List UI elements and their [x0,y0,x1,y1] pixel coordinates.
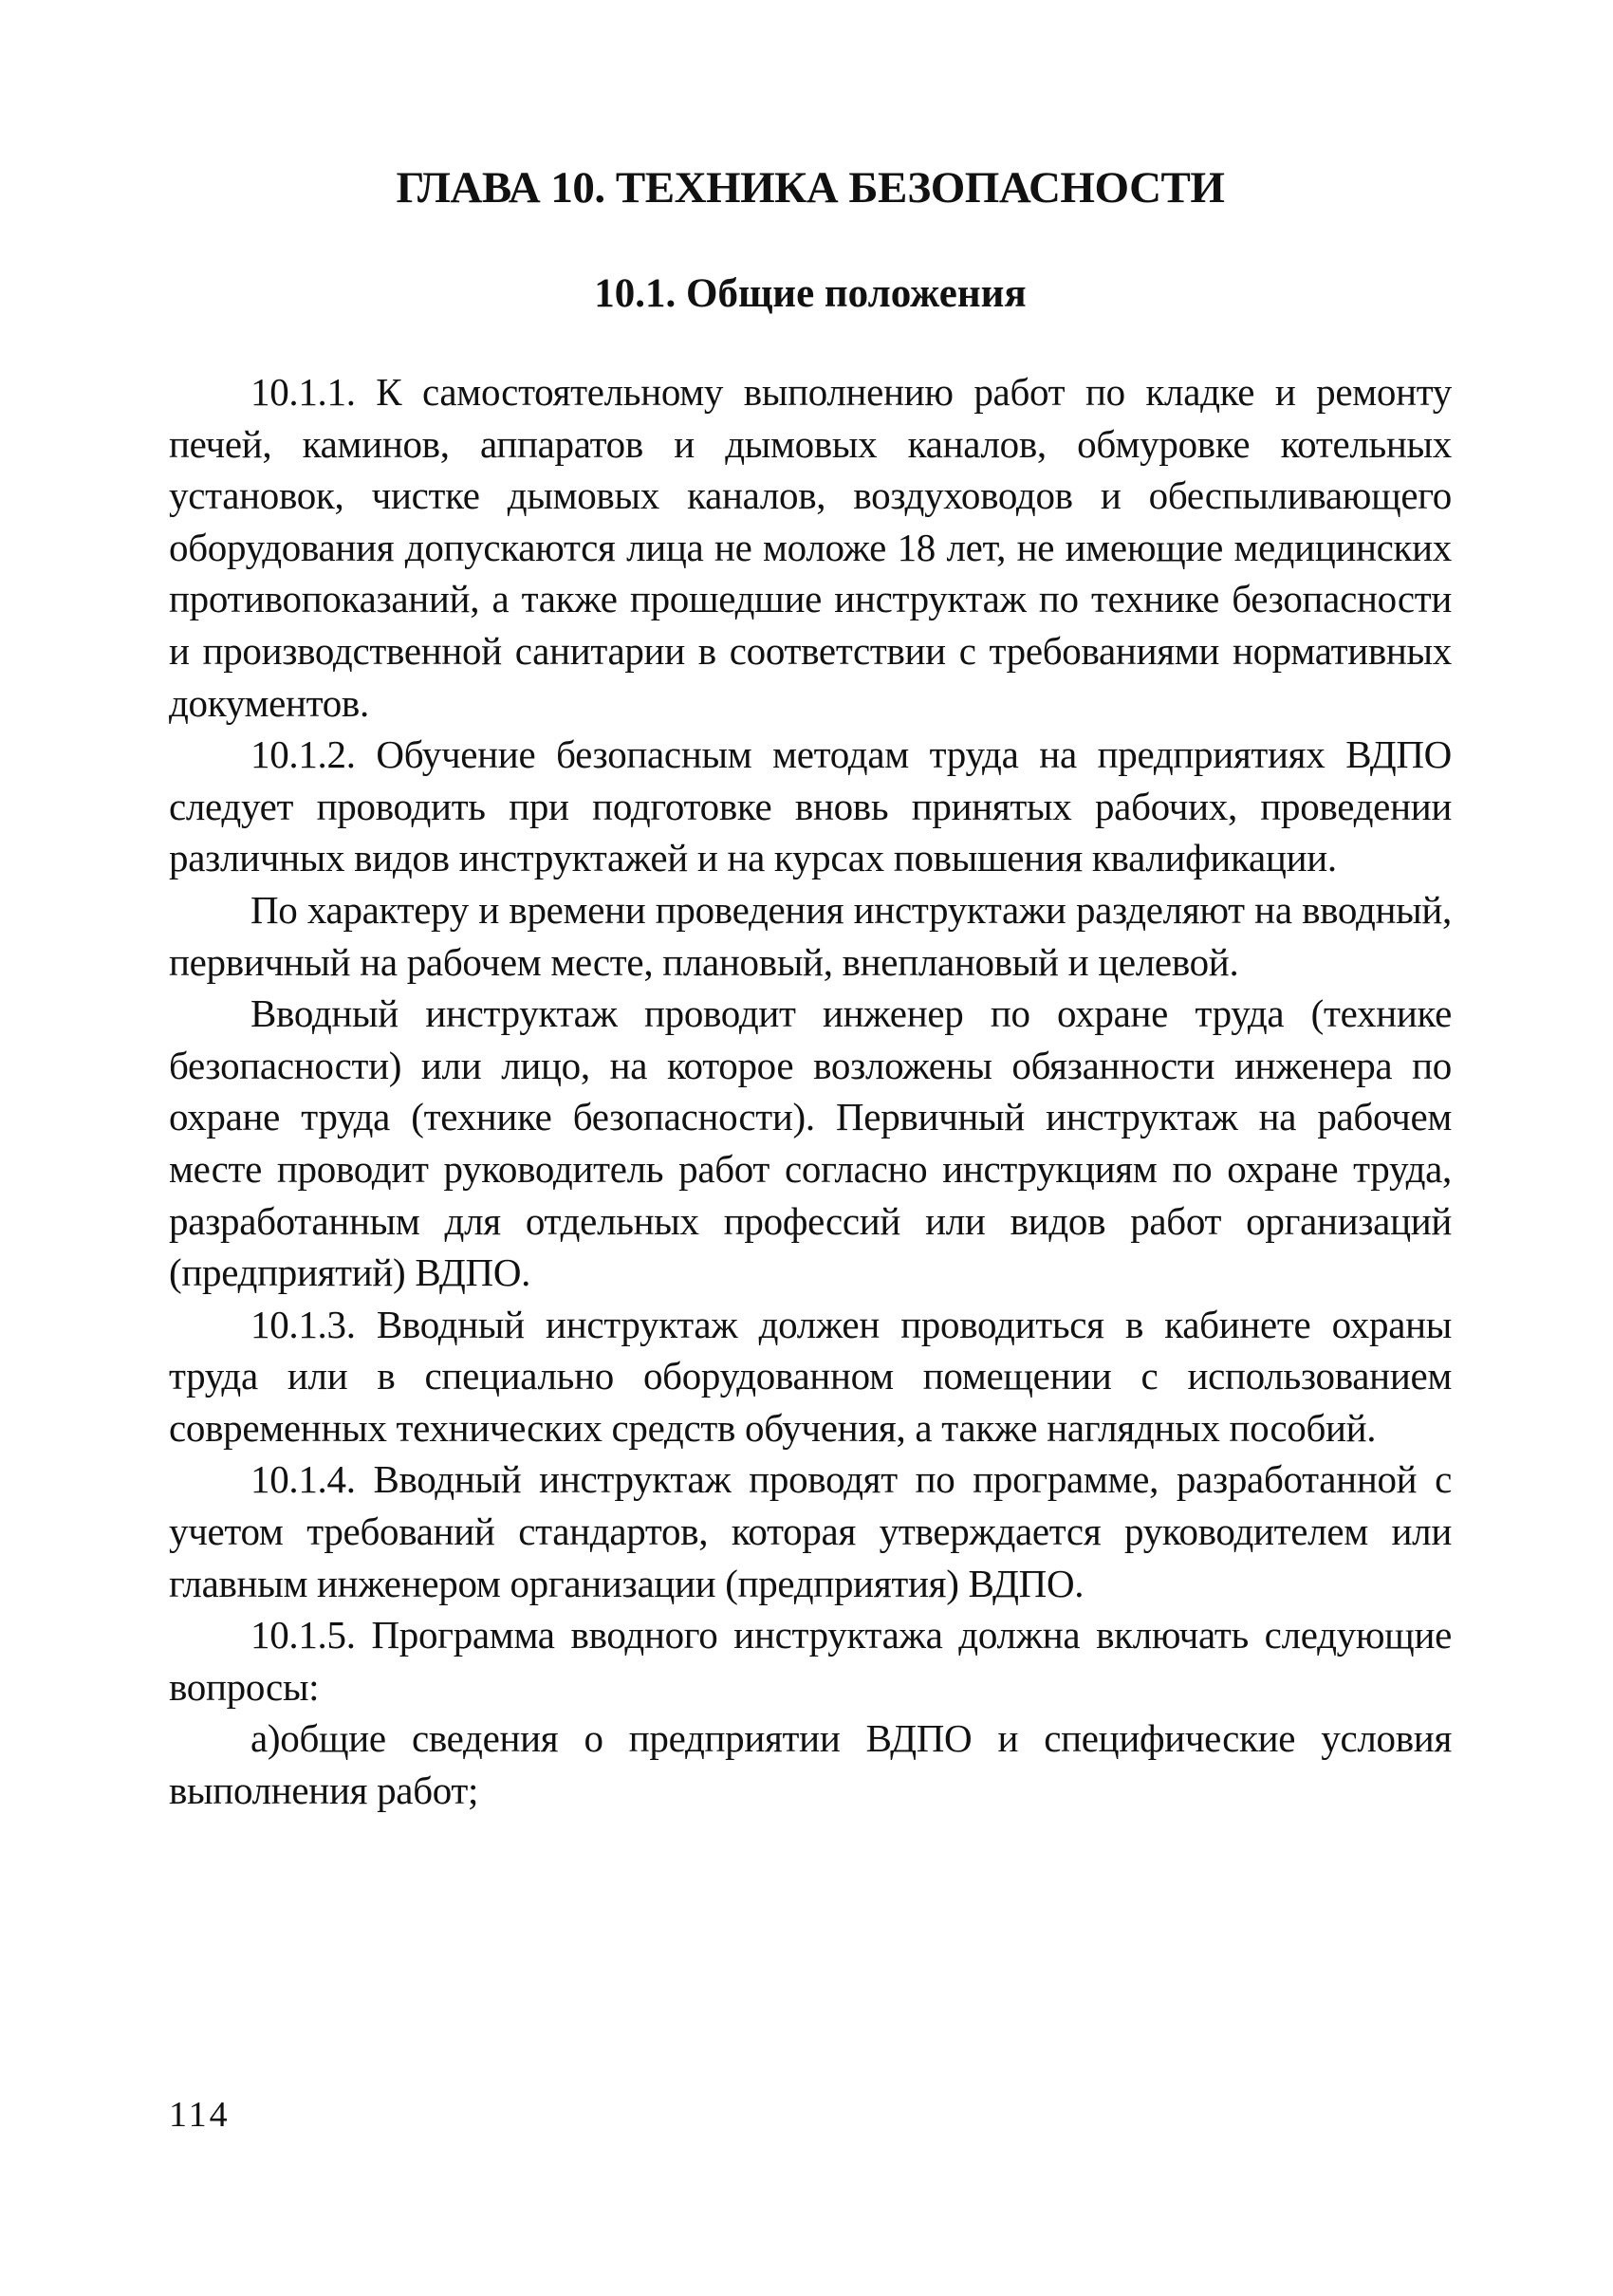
paragraph-instruction-types: По характеру и времени проведения инструктажи разделяют на вводный, первичный на рабочем месте, плановый, внеплановый и целевой. [169,887,1452,984]
chapter-title: ГЛАВА 10. ТЕХНИКА БЕЗОПАСНОСТИ [396,163,1225,213]
paragraph-10-1-3: 10.1.3. Вводный инструктаж должен проводиться в кабинете охраны труда или в специально оборудованном помещении с использованием современных технических средств обучения, а также наглядных пособий. [169,1302,1452,1450]
paragraph-10-1-4: 10.1.4. Вводный инструктаж проводят по программе, разработанной с учетом требований стандартов, которая утверждается руководителем или главным инженером организации (предприятия) ВДПО. [169,1457,1452,1605]
paragraph-10-1-5: 10.1.5. Программа вводного инструктажа должна включать следующие вопросы: [169,1613,1452,1709]
list-item-a: а)общие сведения о предприятии ВДПО и специфические условия выполнения работ; [169,1716,1452,1813]
page-number: 114 [169,2095,231,2135]
paragraph-10-1-1: 10.1.1. К самостоятельному выполнению работ по кладке и ремонту печей, каминов, аппаратов и дымовых каналов, обмуровке котельных установок, чистке дымовых каналов, воздуховодов и обеспыливающего оборудования допускаются лица не моложе 18 лет, не имеющие медицинских противопоказаний, а также прошедшие инструктаж по технике безопасности и производственной санитарии в соответствии с требованиями нормативных документов. [169,370,1452,725]
body-text [169,366,1452,1817]
paragraph-intro-instruction: Вводный инструктаж проводит инженер по охране труда (технике безопасности) или лицо, на которое возложены обязанности инженера по охране труда (технике безопасности). Первичный инструктаж на рабочем месте проводит руководитель работ согласно инструкциям по охране труда, разработанным для отдельных профессий или видов работ организаций (предприятий) ВДПО. [169,991,1452,1295]
section-title: 10.1. Общие положения [594,271,1027,316]
paragraph-10-1-2: 10.1.2. Обучение безопасным методам труда на предприятиях ВДПО следует проводить при подготовке вновь принятых рабочих, проведении различных видов инструктажей и на курсах повышения квалификации. [169,732,1452,880]
